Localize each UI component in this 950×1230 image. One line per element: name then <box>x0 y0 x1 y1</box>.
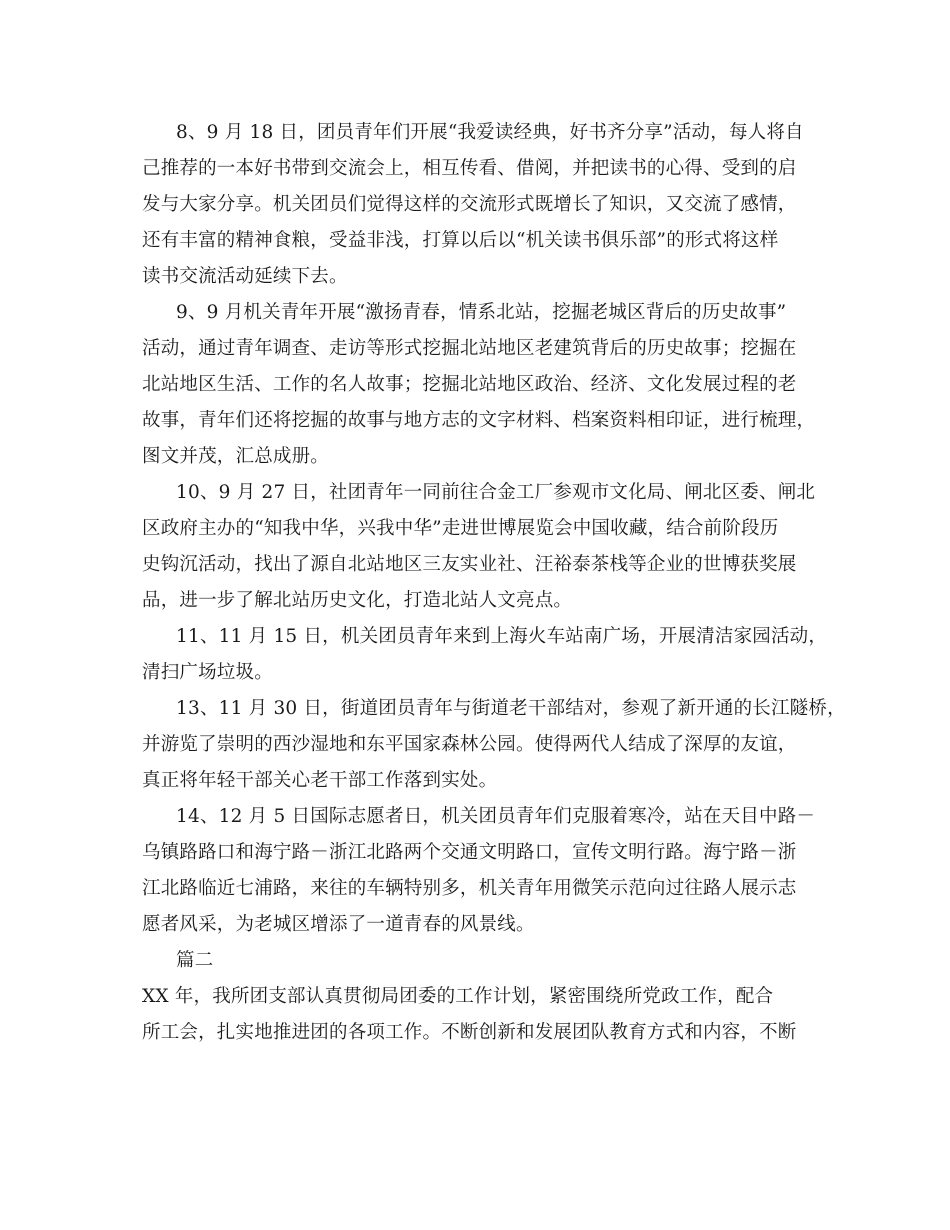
text-line: 活动，通过青年调查、走访等形式挖掘北站地区老建筑背后的历史故事；挖掘在 <box>142 338 797 359</box>
text-line: 还有丰富的精神食粮，受益非浅，打算以后以“机关读书俱乐部”的形式将这样 <box>142 230 779 251</box>
text-line: 北站地区生活、工作的名人故事；挖掘北站地区政治、经济、文化发展过程的老 <box>142 374 797 395</box>
text-line: 真正将年轻干部关心老干部工作落到实处。 <box>142 770 498 791</box>
text-line: 读书交流活动延续下去。 <box>142 266 348 287</box>
text-line: 乌镇路路口和海宁路－浙江北路两个交通文明路口，宣传文明行路。海宁路－浙 <box>142 842 797 863</box>
text-line: 图文并茂，汇总成册。 <box>142 446 330 467</box>
text-line: 14、12 月 5 日国际志愿者日，机关团员青年们克服着寒冷，站在天目中路－ <box>176 806 816 827</box>
text-line: 区政府主办的“知我中华，兴我中华”走进世博展览会中国收藏，结合前阶段历 <box>142 518 779 539</box>
text-line: 10、9 月 27 日，社团青年一同前往合金工厂参观市文化局、闸北区委、闸北 <box>176 482 816 503</box>
text-line: 史钩沉活动，找出了源自北站地区三友实业社、汪裕泰茶栈等企业的世博获奖展 <box>142 554 797 575</box>
text-line: 所工会，扎实地推进团的各项工作。不断创新和发展团队教育方式和内容，不断 <box>142 1022 797 1043</box>
text-line: 品，进一步了解北站历史文化，打造北站人文亮点。 <box>142 590 573 611</box>
text-line: 9、9 月机关青年开展“激扬青春，情系北站，挖掘老城区背后的历史故事” <box>176 302 787 323</box>
text-line: XX 年，我所团支部认真贯彻局团委的工作计划，紧密围绕所党政工作，配合 <box>142 986 774 1007</box>
text-line: 并游览了崇明的西沙湿地和东平国家森林公园。使得两代人结成了深厚的友谊， <box>142 734 797 755</box>
text-line: 愿者风采，为老城区增添了一道青春的风景线。 <box>142 914 535 935</box>
text-line: 江北路临近七浦路，来往的车辆特别多，机关青年用微笑示范向过往路人展示志 <box>142 878 797 899</box>
text-line: 故事，青年们还将挖掘的故事与地方志的文字材料、档案资料相印证，进行梳理， <box>142 410 816 431</box>
text-line: 13、11 月 30 日，街道团员青年与街道老干部结对，参观了新开通的长江隧桥， <box>176 698 846 719</box>
text-line: 8、9 月 18 日，团员青年们开展“我爱读经典，好书齐分享”活动，每人将自 <box>176 122 804 143</box>
section-heading-text: 篇二 <box>176 950 214 971</box>
text-line: 11、11 月 15 日，机关团员青年来到上海火车站南广场，开展清洁家园活动， <box>176 626 828 647</box>
text-line: 清扫广场垃圾。 <box>142 662 273 683</box>
text-line: 发与大家分享。机关团员们觉得这样的交流形式既增长了知识，又交流了感情， <box>142 194 797 215</box>
text-line: 己推荐的一本好书带到交流会上，相互传看、借阅，并把读书的心得、受到的启 <box>142 158 797 179</box>
